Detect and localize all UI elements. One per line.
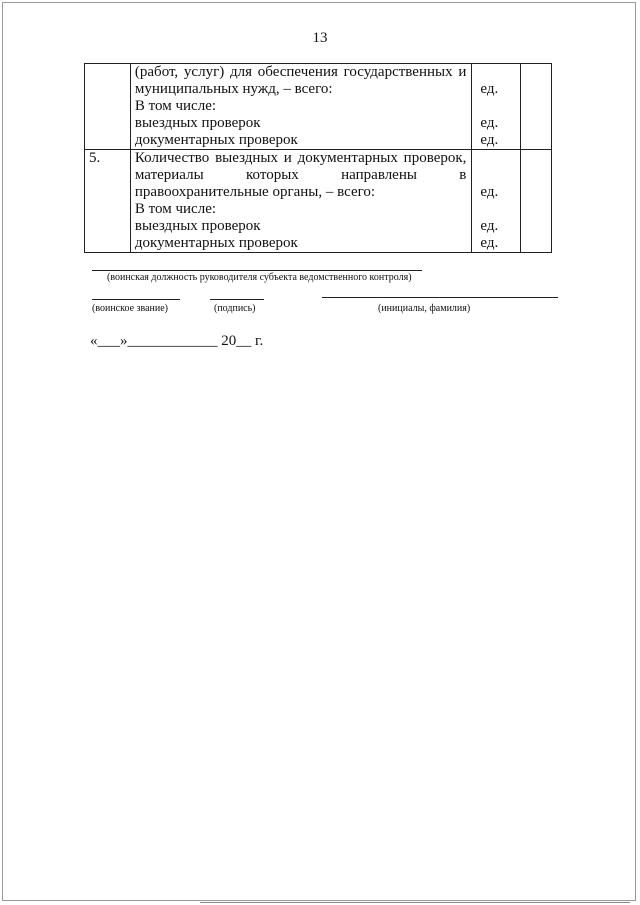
row-unit-cell [472,150,521,253]
description-line: (работ, услуг) для обеспечения государственных и [134,64,467,80]
signature-caption: (подпись) [214,303,256,314]
row-value-cell [521,64,552,150]
unit-label [480,167,520,184]
description-line: документарных проверок [134,235,298,251]
unit-label: ед. [480,218,499,234]
page-bottom-edge [200,902,630,903]
name-caption: (инициалы, фамилия) [378,303,471,314]
position-caption: (воинская должность руководителя субъекта ведомственного контроля) [107,272,412,283]
row-unit-cell [472,64,521,150]
name-signature-line [322,297,558,298]
unit-label: ед. [480,184,499,200]
description-line: выездных проверок [134,218,261,234]
row-description-cell [130,150,471,253]
description-line: В том числе: [134,201,217,217]
report-table [84,63,552,253]
description-line: В том числе: [134,98,217,114]
unit-label [480,98,520,115]
unit-label: ед. [480,81,499,97]
row-number-cell [85,150,131,253]
position-signature-line [92,270,422,271]
unit-label: ед. [480,132,499,148]
unit-label: ед. [480,235,499,251]
row-value-cell [521,150,552,253]
table-row [85,64,552,150]
unit-label: ед. [480,115,499,131]
description-line: документарных проверок [134,132,298,148]
signature-line [210,299,264,300]
row-description-cell [130,64,471,150]
page-number: 13 [312,30,328,46]
unit-label [480,150,520,167]
description-line: правоохранительные органы, – всего: [134,184,376,200]
description-line: материалы которых направлены в [134,167,467,183]
date-line: «___»____________ 20__ г. [90,333,264,349]
row-number-cell [85,64,131,150]
rank-caption: (воинское звание) [92,303,168,314]
description-line: выездных проверок [134,115,261,131]
description-line: муниципальных нужд, – всего: [134,81,333,97]
unit-label [480,201,520,218]
unit-label [480,64,520,81]
row-number: 5. [89,150,101,166]
rank-signature-line [92,299,180,300]
table-row [85,150,552,253]
description-line: Количество выездных и документарных проверок, [134,150,467,166]
